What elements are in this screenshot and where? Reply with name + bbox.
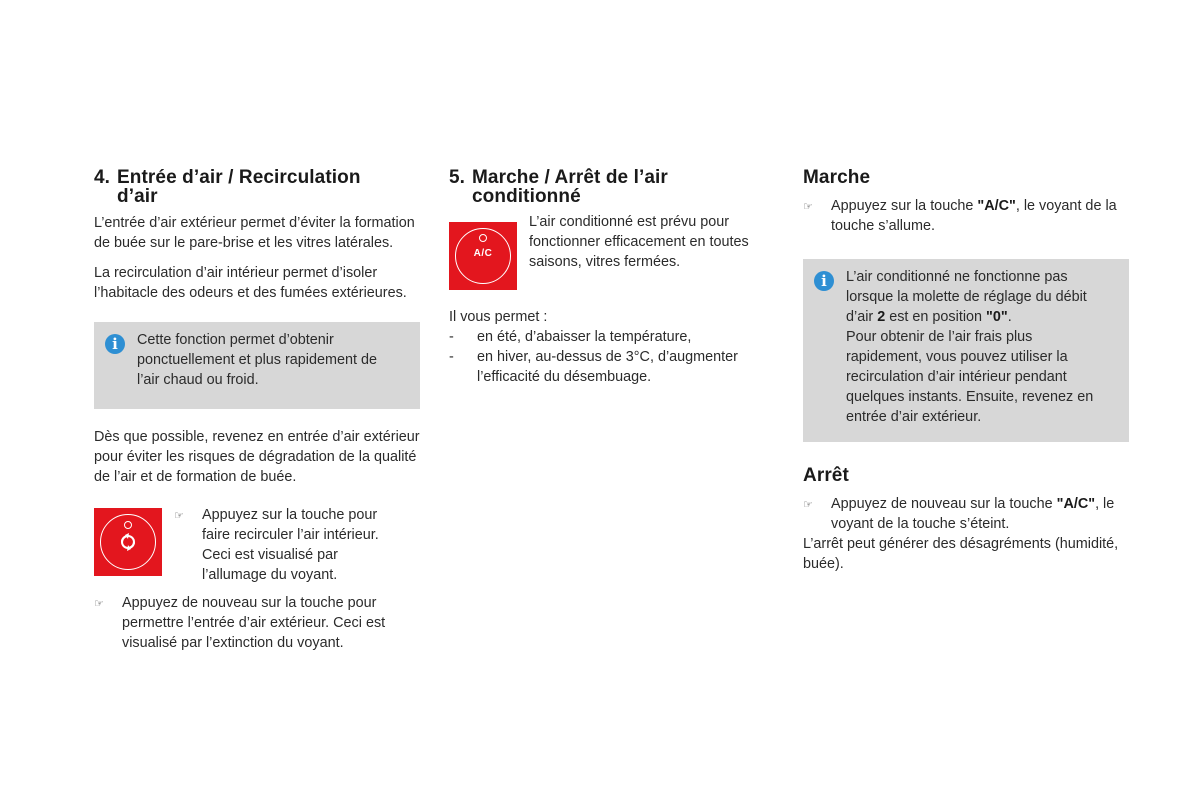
- ac-button-label: A/C: [473, 248, 493, 259]
- marche-bullet: Appuyez sur la touche "A/C", le voyant de la touche s’allume.: [831, 198, 1117, 234]
- ac-button[interactable]: [449, 222, 517, 290]
- intake-bullet: Appuyez de nouveau sur la touche pour permettre l’entrée d’air extérieur. Ceci est visualisé par l’extinction du voyant.: [122, 595, 386, 651]
- list-item: - en hiver, au-dessus de 3°C, d’augmenter l’efficacité du désembuage.: [449, 349, 738, 385]
- info-icon: i: [105, 334, 125, 354]
- arret-bullet: Appuyez de nouveau sur la touche "A/C", le voyant de la touche s’éteint.: [831, 496, 1115, 532]
- section-5-title-line2: conditionné: [472, 186, 581, 207]
- info-text: Cette fonction permet d’obtenir ponctuellement et plus rapidement de l’air chaud ou froid.: [137, 332, 377, 388]
- recirculation-button[interactable]: [94, 508, 162, 576]
- marche-title: Marche: [803, 167, 871, 188]
- info-icon: i: [814, 271, 834, 291]
- section-4-title: 4. Entrée d’air / Recirculation d’air: [94, 167, 361, 207]
- section-air-intake: [94, 168, 420, 653]
- info-text-2: Pour obtenir de l’air frais plus rapidement, vous pouvez utiliser la recirculation d’air intérieur pendant quelques instants. Ensuite, revenez en entrée d’air extérieur.: [846, 329, 1094, 425]
- section-5-title-line1: Marche / Arrêt de l’air: [472, 167, 668, 188]
- section-4-title-line2: d’air: [117, 186, 158, 207]
- ac-lead: Il vous permet :: [449, 309, 548, 325]
- finger-pointer-icon: ☞: [94, 598, 104, 610]
- air-intake-para: L’entrée d’air extérieur permet d’éviter la formation de buée sur le pare-brise et les vitres latérales.: [94, 215, 415, 251]
- info-box-ac: [803, 259, 1129, 442]
- finger-pointer-icon: ☞: [803, 499, 813, 511]
- finger-pointer-icon: ☞: [174, 510, 184, 522]
- ac-intro: L’air conditionné est prévu pour fonctionner efficacement en toutes saisons, vitres fermées.: [529, 214, 749, 270]
- finger-pointer-icon: ☞: [803, 201, 813, 213]
- recirculation-icon: [94, 508, 162, 576]
- section-on-off: [803, 168, 1129, 574]
- info-box-recirculation: [94, 322, 420, 409]
- section-air-conditioning: [449, 168, 775, 387]
- arret-title: Arrêt: [803, 465, 849, 486]
- advice-para: Dès que possible, revenez en entrée d’air extérieur pour éviter les risques de dégradation de la qualité de l’air et de formation de buée.: [94, 429, 420, 485]
- recirculation-bullet: Appuyez sur la touche pour faire recirculer l’air intérieur. Ceci est visualisé par l’allumage du voyant.: [202, 507, 379, 583]
- section-4-title-line1: Entrée d’air / Recirculation: [117, 167, 361, 188]
- arret-note: L’arrêt peut générer des désagréments (humidité, buée).: [803, 536, 1119, 572]
- section-5-title: 5. Marche / Arrêt de l’air conditionné: [449, 167, 668, 207]
- info-text: L’air conditionné ne fonctionne pas lorsque la molette de réglage du débit d’air 2 est en position "0".: [846, 269, 1087, 325]
- recirculation-para: La recirculation d’air intérieur permet d’isoler l’habitacle des odeurs et des fumées extérieures.: [94, 265, 407, 301]
- list-item: - en été, d’abaisser la température,: [449, 329, 692, 345]
